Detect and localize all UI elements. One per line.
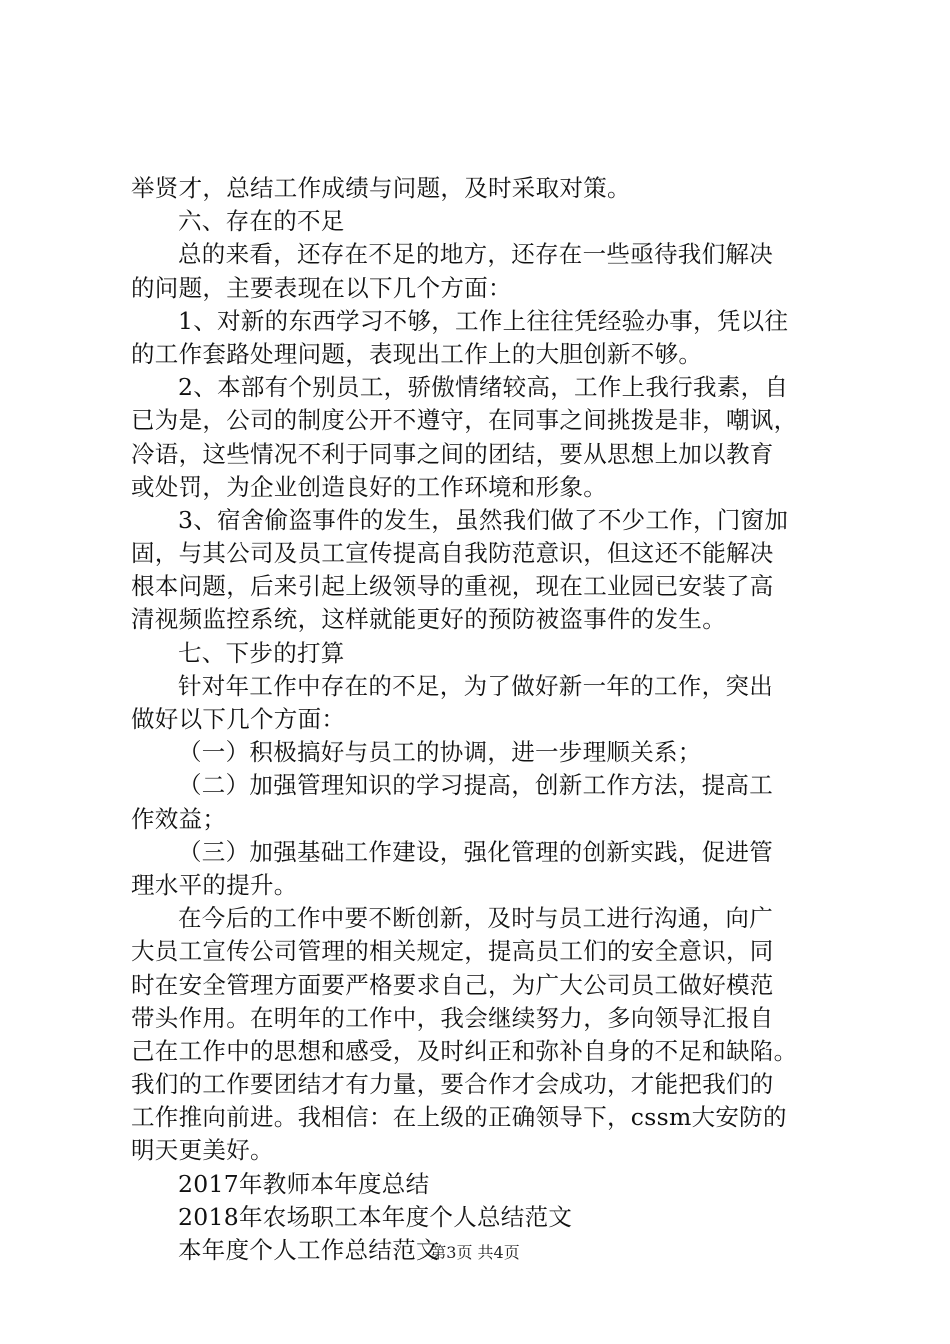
text-line: （一）积极搞好与员工的协调，进一步理顺关系； <box>178 738 702 767</box>
text-line: 做好以下几个方面： <box>131 705 346 733</box>
text-line: 总的来看，还存在不足的地方，还存在一些亟待我们解决 <box>178 240 773 269</box>
text-line: 清视频监控系统，这样就能更好的预防被盗事件的发生。 <box>131 605 726 634</box>
text-line: 针对年工作中存在的不足，为了做好新一年的工作，突出 <box>178 671 773 700</box>
text-line: 固，与其公司及员工宣传提高自我防范意识，但这还不能解决 <box>131 539 774 568</box>
text-line: 时在安全管理方面要严格要求自己，为广大公司员工做好模范 <box>131 970 774 999</box>
text-line: 的工作套路处理问题，表现出工作上的大胆创新不够。 <box>131 339 703 368</box>
text-line: 己在工作中的思想和感受，及时纠正和弥补自身的不足和缺陷。 <box>131 1036 798 1065</box>
page-number: 第3页 共4页 <box>430 1243 520 1262</box>
related-article-link[interactable]: 2018年农场职工本年度个人总结范文 <box>178 1202 573 1231</box>
related-article-link[interactable]: 2017年教师本年度总结 <box>178 1169 430 1198</box>
text-line: 带头作用。在明年的工作中，我会继续努力，多向领导汇报自 <box>131 1003 774 1032</box>
text-line: 作效益； <box>131 804 227 833</box>
text-line: 我们的工作要团结才有力量，要合作才会成功，才能把我们的 <box>131 1070 774 1099</box>
section-heading: 七、下步的打算 <box>178 638 345 667</box>
section-heading: 六、存在的不足 <box>178 207 345 236</box>
text-line: 明天更美好。 <box>131 1136 274 1165</box>
text-line: 3、宿舍偷盗事件的发生，虽然我们做了不少工作，门窗加 <box>178 505 789 534</box>
text-line: 2、本部有个别员工，骄傲情绪较高，工作上我行我素，自 <box>178 373 789 402</box>
text-line: 或处罚，为企业创造良好的工作环境和形象。 <box>131 472 607 501</box>
text-line: （二）加强管理知识的学习提高，创新工作方法，提高工 <box>178 771 773 800</box>
text-line: 冷语，这些情况不利于同事之间的团结，要从思想上加以教育 <box>131 439 774 468</box>
text-line: 1、对新的东西学习不够，工作上往往凭经验办事，凭以往 <box>178 306 789 335</box>
text-line: 根本问题，后来引起上级领导的重视，现在工业园已安装了高 <box>131 572 774 601</box>
text-line: 大员工宣传公司管理的相关规定，提高员工们的安全意识，同 <box>131 937 774 966</box>
text-line: （三）加强基础工作建设，强化管理的创新实践，促进管 <box>178 837 773 866</box>
text-line: 的问题，主要表现在以下几个方面： <box>131 273 512 302</box>
related-article-link[interactable]: 本年度个人工作总结范文 <box>178 1236 440 1264</box>
text-line: 理水平的提升。 <box>131 870 298 899</box>
text-line: 已为是，公司的制度公开不遵守，在同事之间挑拨是非，嘲讽， <box>131 406 798 435</box>
text-line: 在今后的工作中要不断创新，及时与员工进行沟通，向广 <box>178 904 773 933</box>
text-line: 举贤才，总结工作成绩与问题，及时采取对策。 <box>131 174 631 202</box>
text-line: 工作推向前进。我相信：在上级的正确领导下，cssm大安防的 <box>131 1103 787 1132</box>
document-body <box>131 172 831 1267</box>
